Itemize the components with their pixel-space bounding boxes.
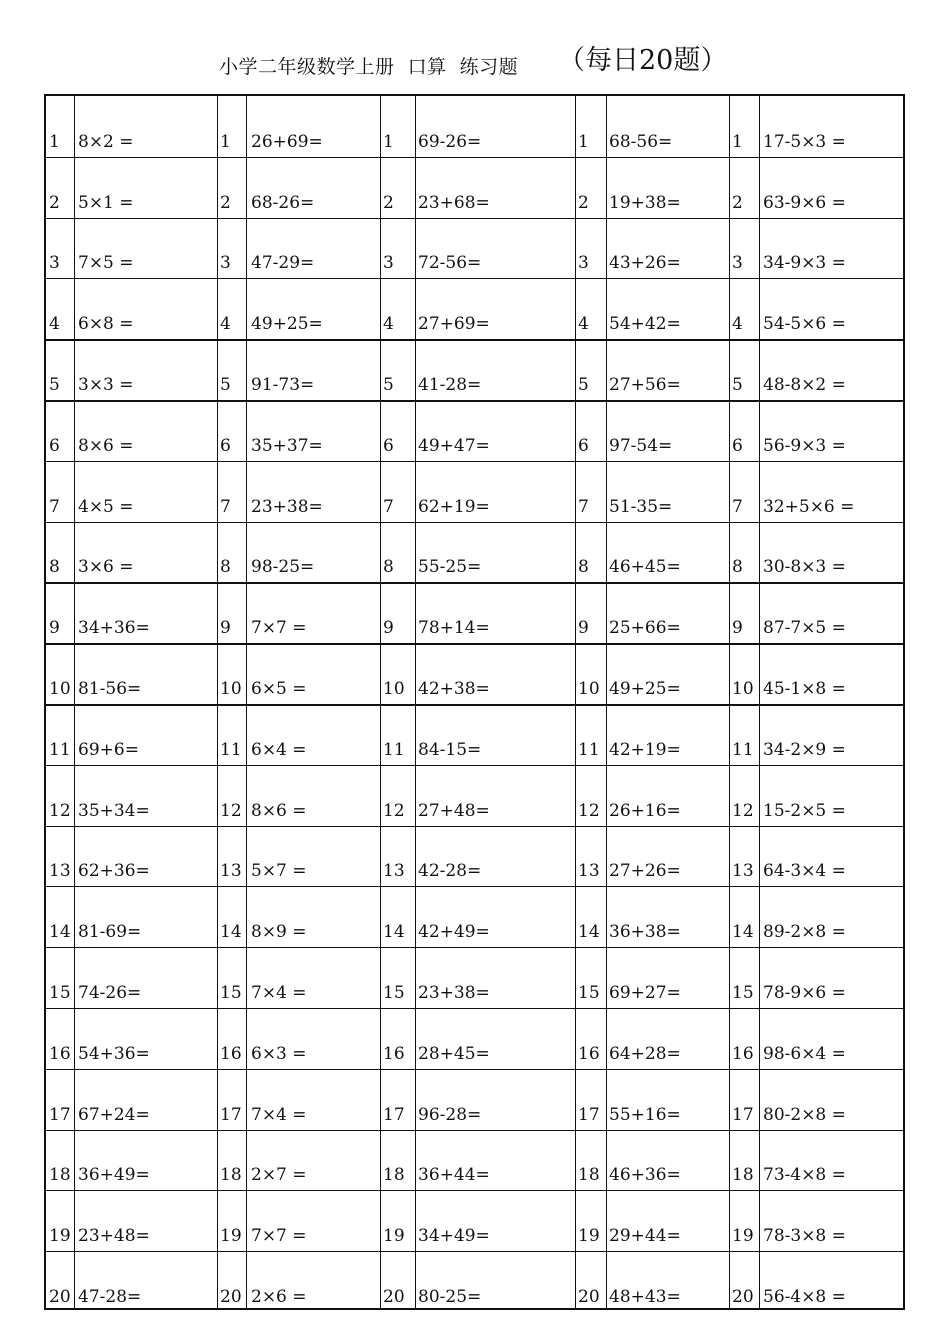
problem-number: 12 [578,800,600,821]
problem-number: 17 [383,1104,405,1125]
problem-expression: 26+16= [609,800,681,821]
problem-expression: 8×9 = [251,922,307,943]
problem-expression: 55-25= [418,557,482,578]
problem-number: 18 [732,1165,754,1186]
problem-number: 17 [732,1104,754,1125]
problem-expression: 34+49= [418,1226,490,1247]
problem-number: 8 [383,557,394,578]
problem-expression: 29+44= [609,1226,681,1247]
problem-number: 4 [578,314,589,335]
problem-expression: 8×6 = [78,435,134,456]
problem-expression: 43+26= [609,253,681,274]
problem-number: 11 [578,739,600,760]
problem-expression: 96-28= [418,1104,482,1125]
problem-expression: 30-8×3 = [763,557,846,578]
problem-number: 15 [732,982,754,1003]
problem-expression: 51-35= [609,496,673,517]
problem-expression: 15-2×5 = [763,800,846,821]
problem-number: 14 [578,922,600,943]
problem-number: 7 [383,496,394,517]
problem-expression: 49+47= [418,435,490,456]
problem-expression: 25+66= [609,618,681,639]
problem-number: 4 [732,314,743,335]
problem-expression: 35+37= [251,435,323,456]
problem-number: 1 [383,131,394,152]
problem-expression: 48+43= [609,1286,681,1307]
problem-number: 1 [732,131,743,152]
problem-number: 2 [732,192,743,213]
problem-number: 10 [383,678,405,699]
problem-number: 15 [383,982,405,1003]
problem-expression: 84-15= [418,739,482,760]
problem-number: 7 [220,496,231,517]
problem-number: 6 [49,435,60,456]
problem-number: 20 [383,1286,405,1307]
problem-table [44,94,905,1310]
problem-expression: 56-4×8 = [763,1286,846,1307]
problem-number: 16 [220,1043,242,1064]
problem-expression: 48-8×2 = [763,374,846,395]
problem-expression: 91-73= [251,374,315,395]
problem-expression: 62+19= [418,496,490,517]
problem-number: 3 [49,253,60,274]
problem-number: 9 [732,618,743,639]
problem-expression: 7×7 = [251,1226,307,1247]
problem-expression: 23+38= [418,982,490,1003]
problem-expression: 7×4 = [251,982,307,1003]
problem-expression: 81-56= [78,678,142,699]
problem-number: 1 [220,131,231,152]
problem-number: 16 [49,1043,71,1064]
problem-number: 19 [732,1226,754,1247]
problem-expression: 42+38= [418,678,490,699]
problem-expression: 89-2×8 = [763,922,846,943]
problem-number: 18 [578,1165,600,1186]
problem-expression: 23+68= [418,192,490,213]
problem-expression: 54+36= [78,1043,150,1064]
problem-number: 15 [578,982,600,1003]
problem-expression: 47-28= [78,1286,142,1307]
problem-number: 11 [383,739,405,760]
problem-number: 18 [383,1165,405,1186]
problem-expression: 5×1 = [78,192,134,213]
problem-expression: 78+14= [418,618,490,639]
problem-number: 20 [578,1286,600,1307]
problem-expression: 7×4 = [251,1104,307,1125]
problem-expression: 54-5×6 = [763,314,846,335]
problem-expression: 81-69= [78,922,142,943]
problem-expression: 27+26= [609,861,681,882]
worksheet-title: 小学二年级数学上册 口算 练习题 [219,56,519,78]
problem-number: 11 [732,739,754,760]
problem-number: 3 [732,253,743,274]
problem-number: 17 [49,1104,71,1125]
problem-expression: 5×7 = [251,861,307,882]
problem-expression: 69-26= [418,131,482,152]
problem-expression: 8×6 = [251,800,307,821]
problem-expression: 64+28= [609,1043,681,1064]
problem-expression: 6×4 = [251,739,307,760]
problem-number: 12 [383,800,405,821]
problem-number: 2 [383,192,394,213]
problem-number: 8 [49,557,60,578]
problem-number: 14 [220,922,242,943]
problem-number: 12 [49,800,71,821]
problem-number: 15 [220,982,242,1003]
problem-expression: 69+27= [609,982,681,1003]
problem-expression: 27+69= [418,314,490,335]
problem-number: 9 [49,618,60,639]
problem-expression: 97-54= [609,435,673,456]
problem-number: 8 [220,557,231,578]
problem-number: 10 [220,678,242,699]
problem-number: 15 [49,982,71,1003]
problem-expression: 62+36= [78,861,150,882]
problem-number: 6 [220,435,231,456]
problem-number: 13 [732,861,754,882]
problem-number: 3 [220,253,231,274]
problem-number: 10 [578,678,600,699]
worksheet-subtitle: （每日20题） [558,45,728,76]
problem-number: 9 [578,618,589,639]
problem-expression: 68-26= [251,192,315,213]
problem-expression: 47-29= [251,253,315,274]
problem-number: 10 [49,678,71,699]
problem-number: 2 [578,192,589,213]
problem-number: 11 [220,739,242,760]
problem-number: 6 [578,435,589,456]
problem-expression: 7×7 = [251,618,307,639]
problem-expression: 23+48= [78,1226,150,1247]
problem-expression: 6×8 = [78,314,134,335]
problem-number: 13 [220,861,242,882]
problem-number: 20 [220,1286,242,1307]
problem-expression: 87-7×5 = [763,618,846,639]
problem-number: 19 [578,1226,600,1247]
problem-expression: 69+6= [78,739,139,760]
problem-number: 20 [49,1286,71,1307]
problem-expression: 6×5 = [251,678,307,699]
problem-number: 4 [383,314,394,335]
problem-expression: 73-4×8 = [763,1165,846,1186]
problem-expression: 80-2×8 = [763,1104,846,1125]
problem-expression: 72-56= [418,253,482,274]
problem-number: 14 [49,922,71,943]
problem-number: 19 [49,1226,71,1247]
problem-number: 1 [49,131,60,152]
problem-number: 13 [49,861,71,882]
problem-number: 13 [578,861,600,882]
problem-number: 13 [383,861,405,882]
problem-expression: 42+19= [609,739,681,760]
problem-number: 2 [49,192,60,213]
problem-number: 10 [732,678,754,699]
problem-number: 17 [578,1104,600,1125]
problem-expression: 23+38= [251,496,323,517]
problem-number: 12 [732,800,754,821]
problem-expression: 80-25= [418,1286,482,1307]
problem-expression: 36+38= [609,922,681,943]
problem-number: 6 [383,435,394,456]
problem-expression: 54+42= [609,314,681,335]
problem-number: 6 [732,435,743,456]
problem-number: 3 [383,253,394,274]
problem-expression: 49+25= [609,678,681,699]
problem-number: 16 [383,1043,405,1064]
problem-expression: 36+49= [78,1165,150,1186]
problem-expression: 68-56= [609,131,673,152]
problem-expression: 3×6 = [78,557,134,578]
problem-number: 19 [383,1226,405,1247]
problem-number: 4 [220,314,231,335]
problem-expression: 78-9×6 = [763,982,846,1003]
problem-expression: 34-2×9 = [763,739,846,760]
problem-number: 18 [220,1165,242,1186]
problem-number: 5 [383,374,394,395]
problem-expression: 2×6 = [251,1286,307,1307]
problem-expression: 78-3×8 = [763,1226,846,1247]
problem-expression: 3×3 = [78,374,134,395]
problem-number: 20 [732,1286,754,1307]
problem-number: 2 [220,192,231,213]
problem-expression: 46+45= [609,557,681,578]
problem-expression: 64-3×4 = [763,861,846,882]
problem-expression: 49+25= [251,314,323,335]
problem-number: 5 [49,374,60,395]
problem-number: 4 [49,314,60,335]
problem-number: 1 [578,131,589,152]
problem-number: 17 [220,1104,242,1125]
problem-expression: 36+44= [418,1165,490,1186]
problem-number: 16 [578,1043,600,1064]
problem-expression: 6×3 = [251,1043,307,1064]
problem-expression: 63-9×6 = [763,192,846,213]
problem-number: 8 [578,557,589,578]
problem-expression: 42-28= [418,861,482,882]
problem-expression: 46+36= [609,1165,681,1186]
problem-expression: 74-26= [78,982,142,1003]
problem-number: 5 [578,374,589,395]
worksheet-header [0,0,950,94]
problem-number: 9 [220,618,231,639]
problem-number: 9 [383,618,394,639]
problem-expression: 56-9×3 = [763,435,846,456]
problem-number: 19 [220,1226,242,1247]
problem-number: 14 [732,922,754,943]
problem-number: 5 [732,374,743,395]
problem-number: 11 [49,739,71,760]
problem-number: 14 [383,922,405,943]
problem-expression: 27+56= [609,374,681,395]
problem-expression: 45-1×8 = [763,678,846,699]
problem-expression: 2×7 = [251,1165,307,1186]
problem-expression: 41-28= [418,374,482,395]
problem-expression: 26+69= [251,131,323,152]
problem-expression: 17-5×3 = [763,131,846,152]
problem-expression: 35+34= [78,800,150,821]
problem-number: 18 [49,1165,71,1186]
problem-number: 12 [220,800,242,821]
problem-expression: 28+45= [418,1043,490,1064]
problem-expression: 19+38= [609,192,681,213]
problem-expression: 98-25= [251,557,315,578]
problem-number: 7 [578,496,589,517]
problem-expression: 67+24= [78,1104,150,1125]
problem-expression: 42+49= [418,922,490,943]
problem-number: 7 [49,496,60,517]
problem-expression: 4×5 = [78,496,134,517]
problem-expression: 34-9×3 = [763,253,846,274]
problem-number: 3 [578,253,589,274]
problem-number: 8 [732,557,743,578]
problem-expression: 27+48= [418,800,490,821]
problem-expression: 8×2 = [78,131,134,152]
problem-number: 7 [732,496,743,517]
problem-number: 16 [732,1043,754,1064]
problem-expression: 32+5×6 = [763,496,855,517]
problem-expression: 34+36= [78,618,150,639]
problem-expression: 55+16= [609,1104,681,1125]
problem-number: 5 [220,374,231,395]
problem-expression: 98-6×4 = [763,1043,846,1064]
problem-expression: 7×5 = [78,253,134,274]
